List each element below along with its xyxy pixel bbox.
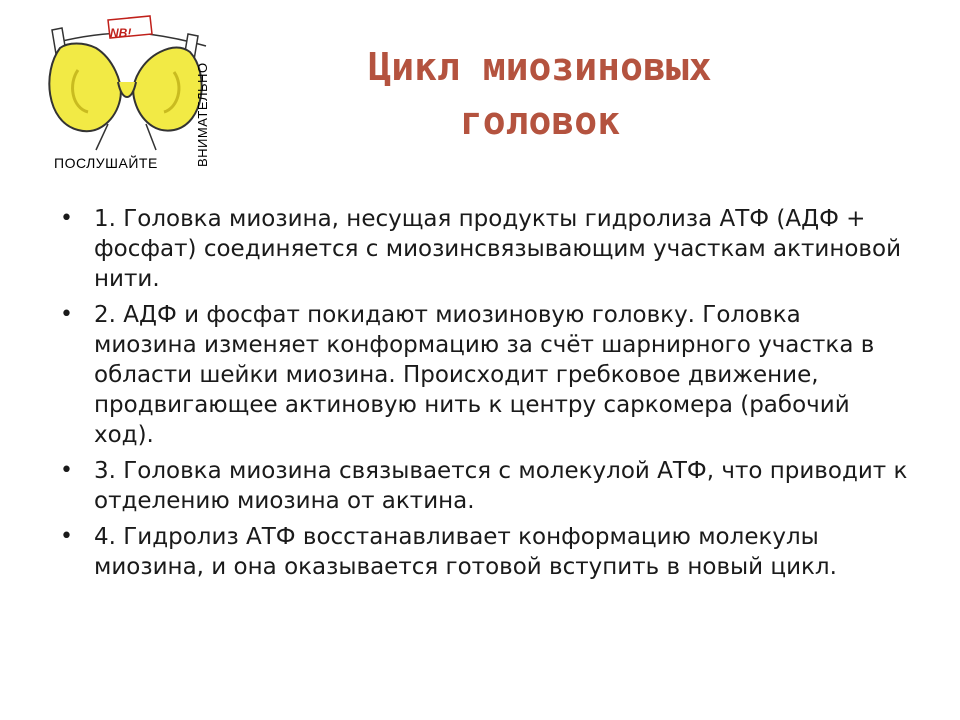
bullet-dot: • <box>60 524 73 549</box>
bullet-text-4: 4. Гидролиз АТФ восстанавливает конформацию молекулы миозина, и она оказывается готовой вступить в новый цикл. <box>94 524 837 580</box>
bullet-text-3: 3. Головка миозина связывается с молекулой АТФ, что приводит к отделению миозина от актина. <box>94 458 908 514</box>
bullet-item-1 <box>60 204 910 294</box>
bullet-dot: • <box>60 206 73 231</box>
bullet-dot: • <box>60 458 73 483</box>
bullet-dot: • <box>60 302 73 327</box>
logo-caption-listen: ПОСЛУШАЙТЕ <box>54 155 158 171</box>
bullet-text-2: 2. АДФ и фосфат покидают миозиновую головку. Головка миозина изменяет конформацию за счёт шарнирного участка в области шейки миозина. Происходит гребковое движение, продвигающее актиновую нить к центру саркомера (рабочий ход). <box>94 302 875 448</box>
slide-title-line2: головок <box>459 99 621 143</box>
bullet-item-3 <box>60 456 910 516</box>
bullet-text-1: 1. Головка миозина, несущая продукты гидролиза АТФ (АДФ + фосфат) соединяется с миозинсвязывающим участкам актиновой нити. <box>94 206 902 292</box>
logo-caption-attentively: ВНИМАТЕЛЬНО <box>195 62 210 167</box>
slide-title <box>330 40 750 148</box>
nb-badge: NB! <box>110 26 132 40</box>
slide-title-line1: Цикл миозиновых <box>368 45 712 89</box>
bullet-list <box>60 204 910 582</box>
slide-body <box>60 204 910 588</box>
bullet-item-2 <box>60 300 910 450</box>
ears-logo <box>38 12 216 177</box>
bullet-item-4 <box>60 522 910 582</box>
